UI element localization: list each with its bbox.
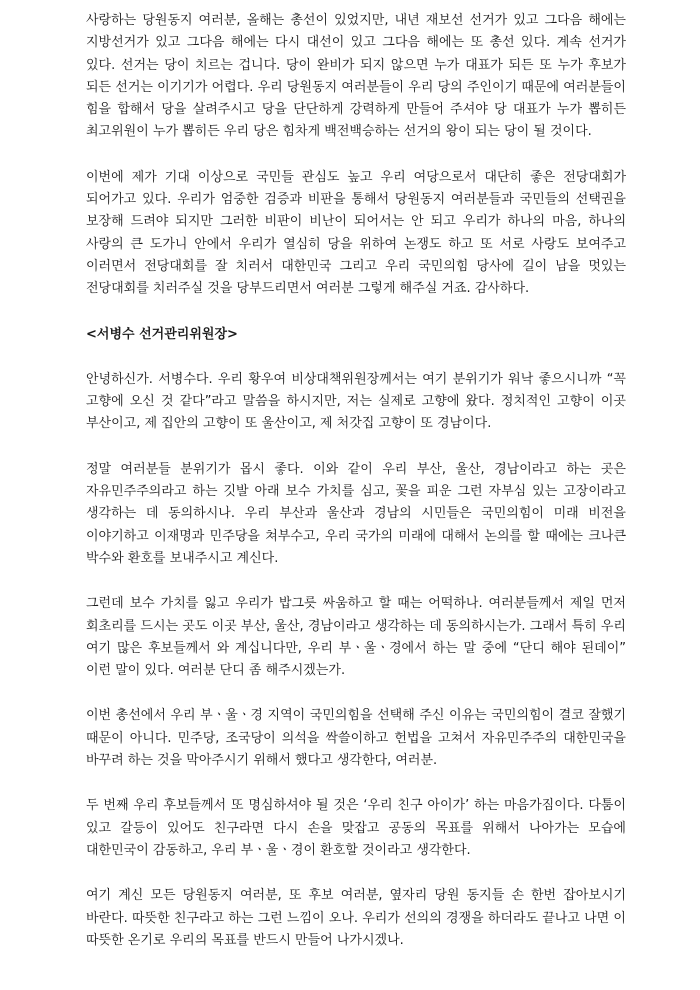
article-body — [86, 10, 626, 975]
paragraph: 사랑하는 당원동지 여러분, 올해는 총선이 있었지만, 내년 재보선 선거가 있고 그다음 해에는 지방선거가 있고 그다음 해에는 다시 대선이 있고 그다음 해에는 또 총선 있다. 계속 선거가 있다. 선거는 당이 치르는 겁니다. 당이 완비가 되지 않으면 누가 대표가 되든 또 누가 후보가 되든 선거는 이기기가 어렵다. 우리 당원동지 여러분들이 우리 당의 주인이기 때문에 여러분들이 힘을 합해서 당을 살려주시고 당을 단단하게 강력하게 만들어 주셔야 당 대표가 누가 뽑히든 최고위원이 누가 뽑히든 우리 당은 힘차게 백전백승하는 선거의 왕이 되는 당이 될 것이다. — [86, 13, 626, 140]
paragraph: 정말 여러분들 분위기가 몹시 좋다. 이와 같이 우리 부산, 울산, 경남이라고 하는 곳은 자유민주주의라고 하는 깃발 아래 보수 가치를 심고, 꽃을 피운 그런 자부심 있는 고장이라고 생각하는 데 동의하시나. 우리 부산과 울산과 경남의 시민들은 국민의힘이 미래 비전을 이야기하고 이재명과 민주당을 쳐부수고, 우리 국가의 미래에 대해서 논의를 할 때에는 크나큰 박수와 환호를 보내주시고 계신다. — [86, 461, 626, 566]
paragraph: 이번 총선에서 우리 부ㆍ울ㆍ경 지역이 국민의힘을 선택해 주신 이유는 국민의힘이 결코 잘했기 때문이 아니다. 민주당, 조국당이 의석을 싹쓸이하고 헌법을 고쳐서 자유민주주의 대한민국을 바꾸려 하는 것을 막아주시기 위해서 했다고 생각한다, 여러분. — [86, 708, 626, 769]
paragraph: 안녕하신가. 서병수다. 우리 황우여 비상대책위원장께서는 여기 분위기가 워낙 좋으시니까 “꼭 고향에 오신 것 같다”라고 말씀을 하시지만, 저는 실제로 고향에 왔다. 정치적인 고향이 이곳 부산이고, 제 집안의 고향이 또 울산이고, 제 처갓집 고향이 또 경남이다. — [86, 371, 626, 432]
paragraph: 여기 계신 모든 당원동지 여러분, 또 후보 여러분, 옆자리 당원 동지들 손 한번 잡아보시기 바란다. 따뜻한 친구라고 하는 그런 느낌이 오나. 우리가 선의의 경쟁을 하더라도 끝나고 나면 이 따뜻한 온기로 우리의 목표를 반드시 만들어 나가시겠나. — [86, 888, 626, 948]
paragraph: 이번에 제가 기대 이상으로 국민들 관심도 높고 우리 여당으로서 대단히 좋은 전당대회가 되어가고 있다. 우리가 엄중한 검증과 비판을 통해서 당원동지 여러분들과 국민들의 선택권을 보장해 드려야 되지만 그러한 비판이 비난이 되어서는 안 되고 우리가 하나의 마음, 하나의 사랑의 큰 도가니 안에서 우리가 열심히 당을 위하여 논쟁도 하고 또 서로 사랑도 보여주고 이러면서 전당대회를 잘 치러서 대한민국 그리고 우리 국민의힘 당사에 길이 남을 멋있는 전당대회를 치러주실 것을 당부드리면서 여러분 그렇게 해주실 거죠. 감사하다. — [86, 169, 626, 297]
paragraph: 그런데 보수 가치를 잃고 우리가 밥그릇 싸움하고 할 때는 어떡하나. 여러분들께서 제일 먼저 회초리를 드시는 곳도 이곳 부산, 울산, 경남이라고 생각하는 데 동의하시는가. 그래서 특히 우리 여기 많은 후보들께서 와 계십니다만, 우리 부ㆍ울ㆍ경에서 하는 말 중에 “단디 해야 된데이” 이런 말이 있다. 여러분 단디 좀 해주시겠는가. — [86, 596, 626, 679]
paragraph: 두 번째 우리 후보들께서 또 명심하셔야 될 것은 ‘우리 친구 아이가’ 하는 마음가짐이다. 다툼이 있고 갈등이 있어도 친구라면 다시 손을 맞잡고 공동의 목표를 위해서 나아가는 모습에 대한민국이 감동하고, 우리 부ㆍ울ㆍ경이 환호할 것이라고 생각한다. — [86, 798, 626, 858]
speaker-heading: <서병수 선거관리위원장> — [86, 326, 238, 342]
